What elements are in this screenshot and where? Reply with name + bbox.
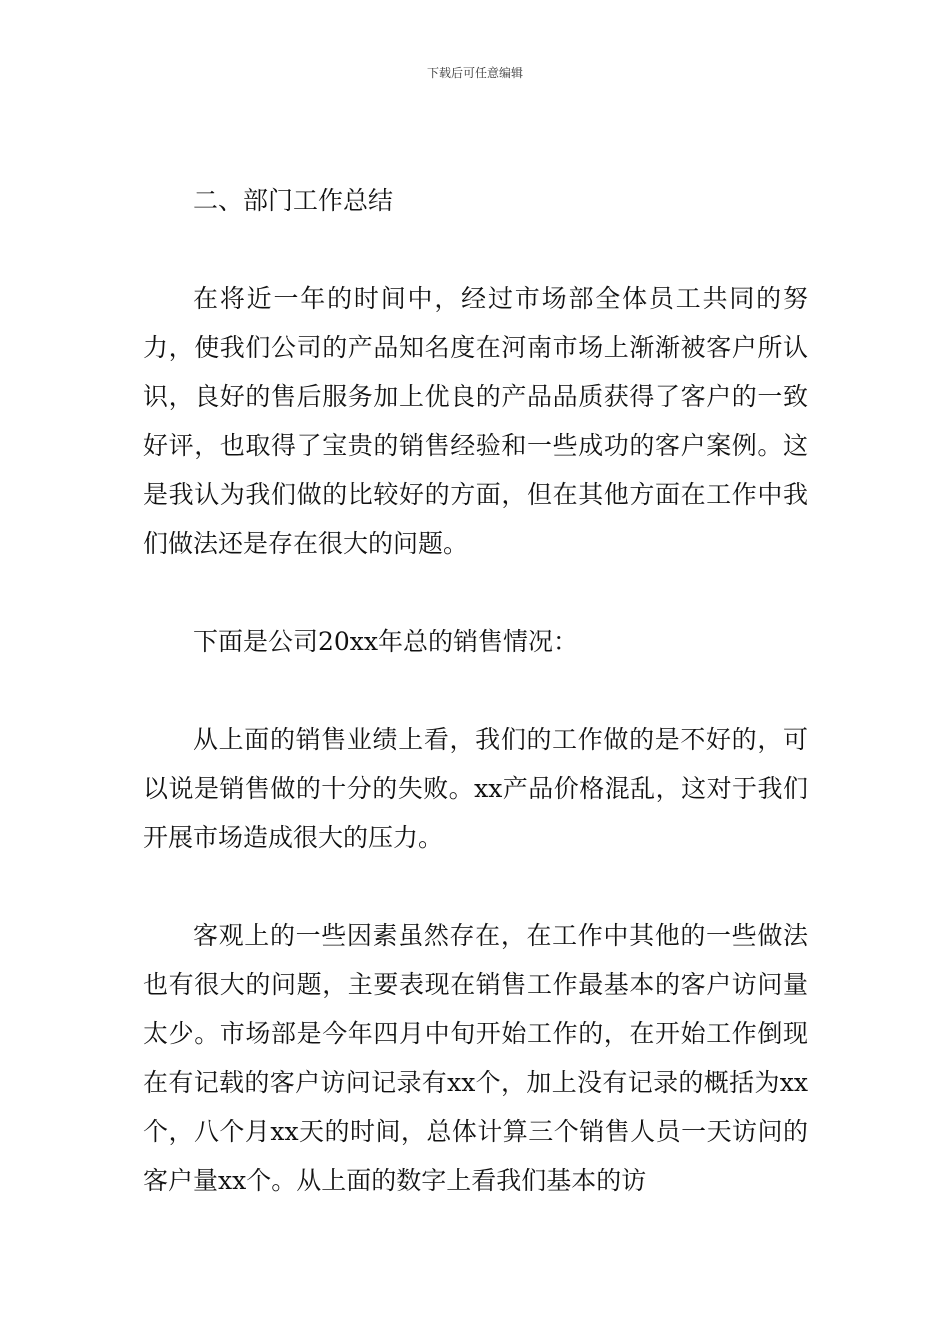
header-note: 下载后可任意编辑	[426, 66, 523, 80]
paragraph-problems: 客观上的一些因素虽然存在，在工作中其他的一些做法也有很大的问题，主要表现在销售工作最基本的客户访问量太少。市场部是今年四月中旬开始工作的，在开始工作倒现在有记载的客户访问记录有xx个，加上没有记录的概括为xx个，八个月xx天的时间，总体计算三个销售人员一天访问的客户量xx个。从上面的数字上看我们基本的访	[143, 921, 808, 1195]
document-body	[143, 176, 808, 1205]
paragraph-sales-intro: 下面是公司20xx年总的销售情况：	[193, 627, 579, 656]
paragraph-sales-performance: 从上面的销售业绩上看，我们的工作做的是不好的，可以说是销售做的十分的失败。xx产品价格混乱，这对于我们开展市场造成很大的压力。	[143, 725, 808, 852]
section-heading: 二、部门工作总结	[193, 186, 394, 215]
paragraph-summary: 在将近一年的时间中，经过市场部全体员工共同的努力，使我们公司的产品知名度在河南市场上渐渐被客户所认识，良好的售后服务加上优良的产品品质获得了客户的一致好评，也取得了宝贵的销售经验和一些成功的客户案例。这是我认为我们做的比较好的方面，但在其他方面在工作中我们做法还是存在很大的问题。	[143, 284, 808, 558]
